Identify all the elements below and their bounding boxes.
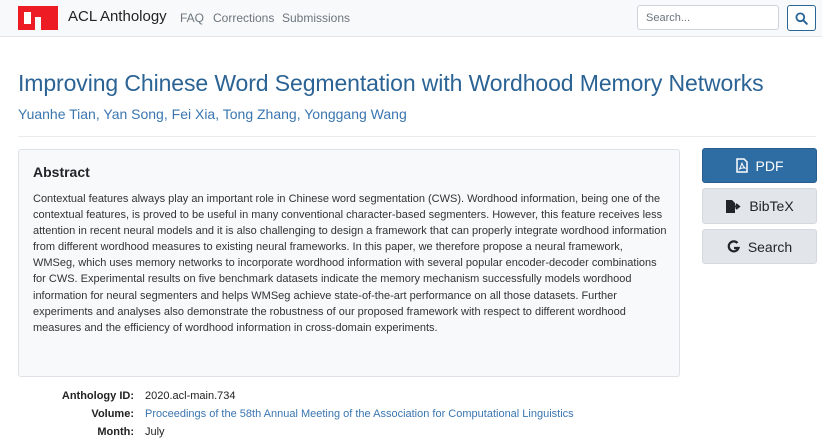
author-link[interactable]: Fei Xia xyxy=(171,106,216,122)
brand-name[interactable]: ACL Anthology xyxy=(68,8,167,25)
google-search-button[interactable] xyxy=(702,229,817,264)
author-link[interactable]: Yuanhe Tian xyxy=(18,106,96,122)
search-label: Search xyxy=(747,238,793,255)
navbar xyxy=(0,0,822,37)
abstract-text: Contextual features always play an important role in Chinese word segmentation (CWS). Wordhood information, being one of the contextual features, is proved to be useful in many conventional character-based segmenters. However, this feature receives less attention in recent neural models and it is also challenging to design a framework that can properly integrate wordhood information from different wordhood measures to existing neural frameworks. In this paper, we therefore propose a neural framework, WMSeg, which uses memory networks to incorporate wordhood information with several popular encoder-decoder combinations for CWS. Experimental results on five benchmark datasets indicate the memory mechanism successfully models wordhood information for neural segmenters and helps WMSeg achieve state-of-the-art performance on all those datasets. Further experiments and analyses also demonstrate the robustness of our proposed framework with respect to different wordhood measures and the efficiency of wordhood information in cross-domain experiments. xyxy=(33,193,667,334)
month-value: July xyxy=(145,426,165,438)
search-button[interactable] xyxy=(787,5,816,31)
google-icon xyxy=(727,240,740,254)
author-link[interactable]: Yonggang Wang xyxy=(304,106,407,122)
anthology-id-value: 2020.acl-main.734 xyxy=(145,390,236,402)
acl-logo-icon[interactable] xyxy=(18,6,58,30)
search-input[interactable] xyxy=(637,5,779,30)
volume-link[interactable]: Proceedings of the 58th Annual Meeting of the Association for Computational Linguistics xyxy=(145,408,574,420)
author-link[interactable]: Tong Zhang xyxy=(222,106,297,122)
nav-link-faq[interactable]: FAQ xyxy=(180,11,205,25)
nav-link-corrections[interactable]: Corrections xyxy=(213,11,275,25)
pdf-label: PDF xyxy=(755,157,784,174)
file-pdf-icon xyxy=(736,158,748,173)
volume-label: Volume: xyxy=(91,408,134,420)
paper-title: Improving Chinese Word Segmentation with Wordhood Memory Networks xyxy=(18,70,764,96)
author-list: Yuanhe Tian, Yan Song, Fei Xia, Tong Zhang, Yonggang Wang xyxy=(18,106,407,122)
nav-link-submissions[interactable]: Submissions xyxy=(282,11,351,25)
abstract-card xyxy=(18,149,680,377)
file-export-icon xyxy=(725,199,741,214)
pdf-button[interactable] xyxy=(702,148,817,183)
month-label: Month: xyxy=(97,426,134,438)
bibtex-label: BibTeX xyxy=(749,198,794,214)
divider xyxy=(18,136,816,137)
author-link[interactable]: Yan Song xyxy=(103,106,164,122)
search-icon xyxy=(795,12,808,25)
abstract-heading: Abstract xyxy=(33,164,90,180)
anthology-id-label: Anthology ID: xyxy=(61,390,134,402)
bibtex-button[interactable] xyxy=(702,188,817,224)
